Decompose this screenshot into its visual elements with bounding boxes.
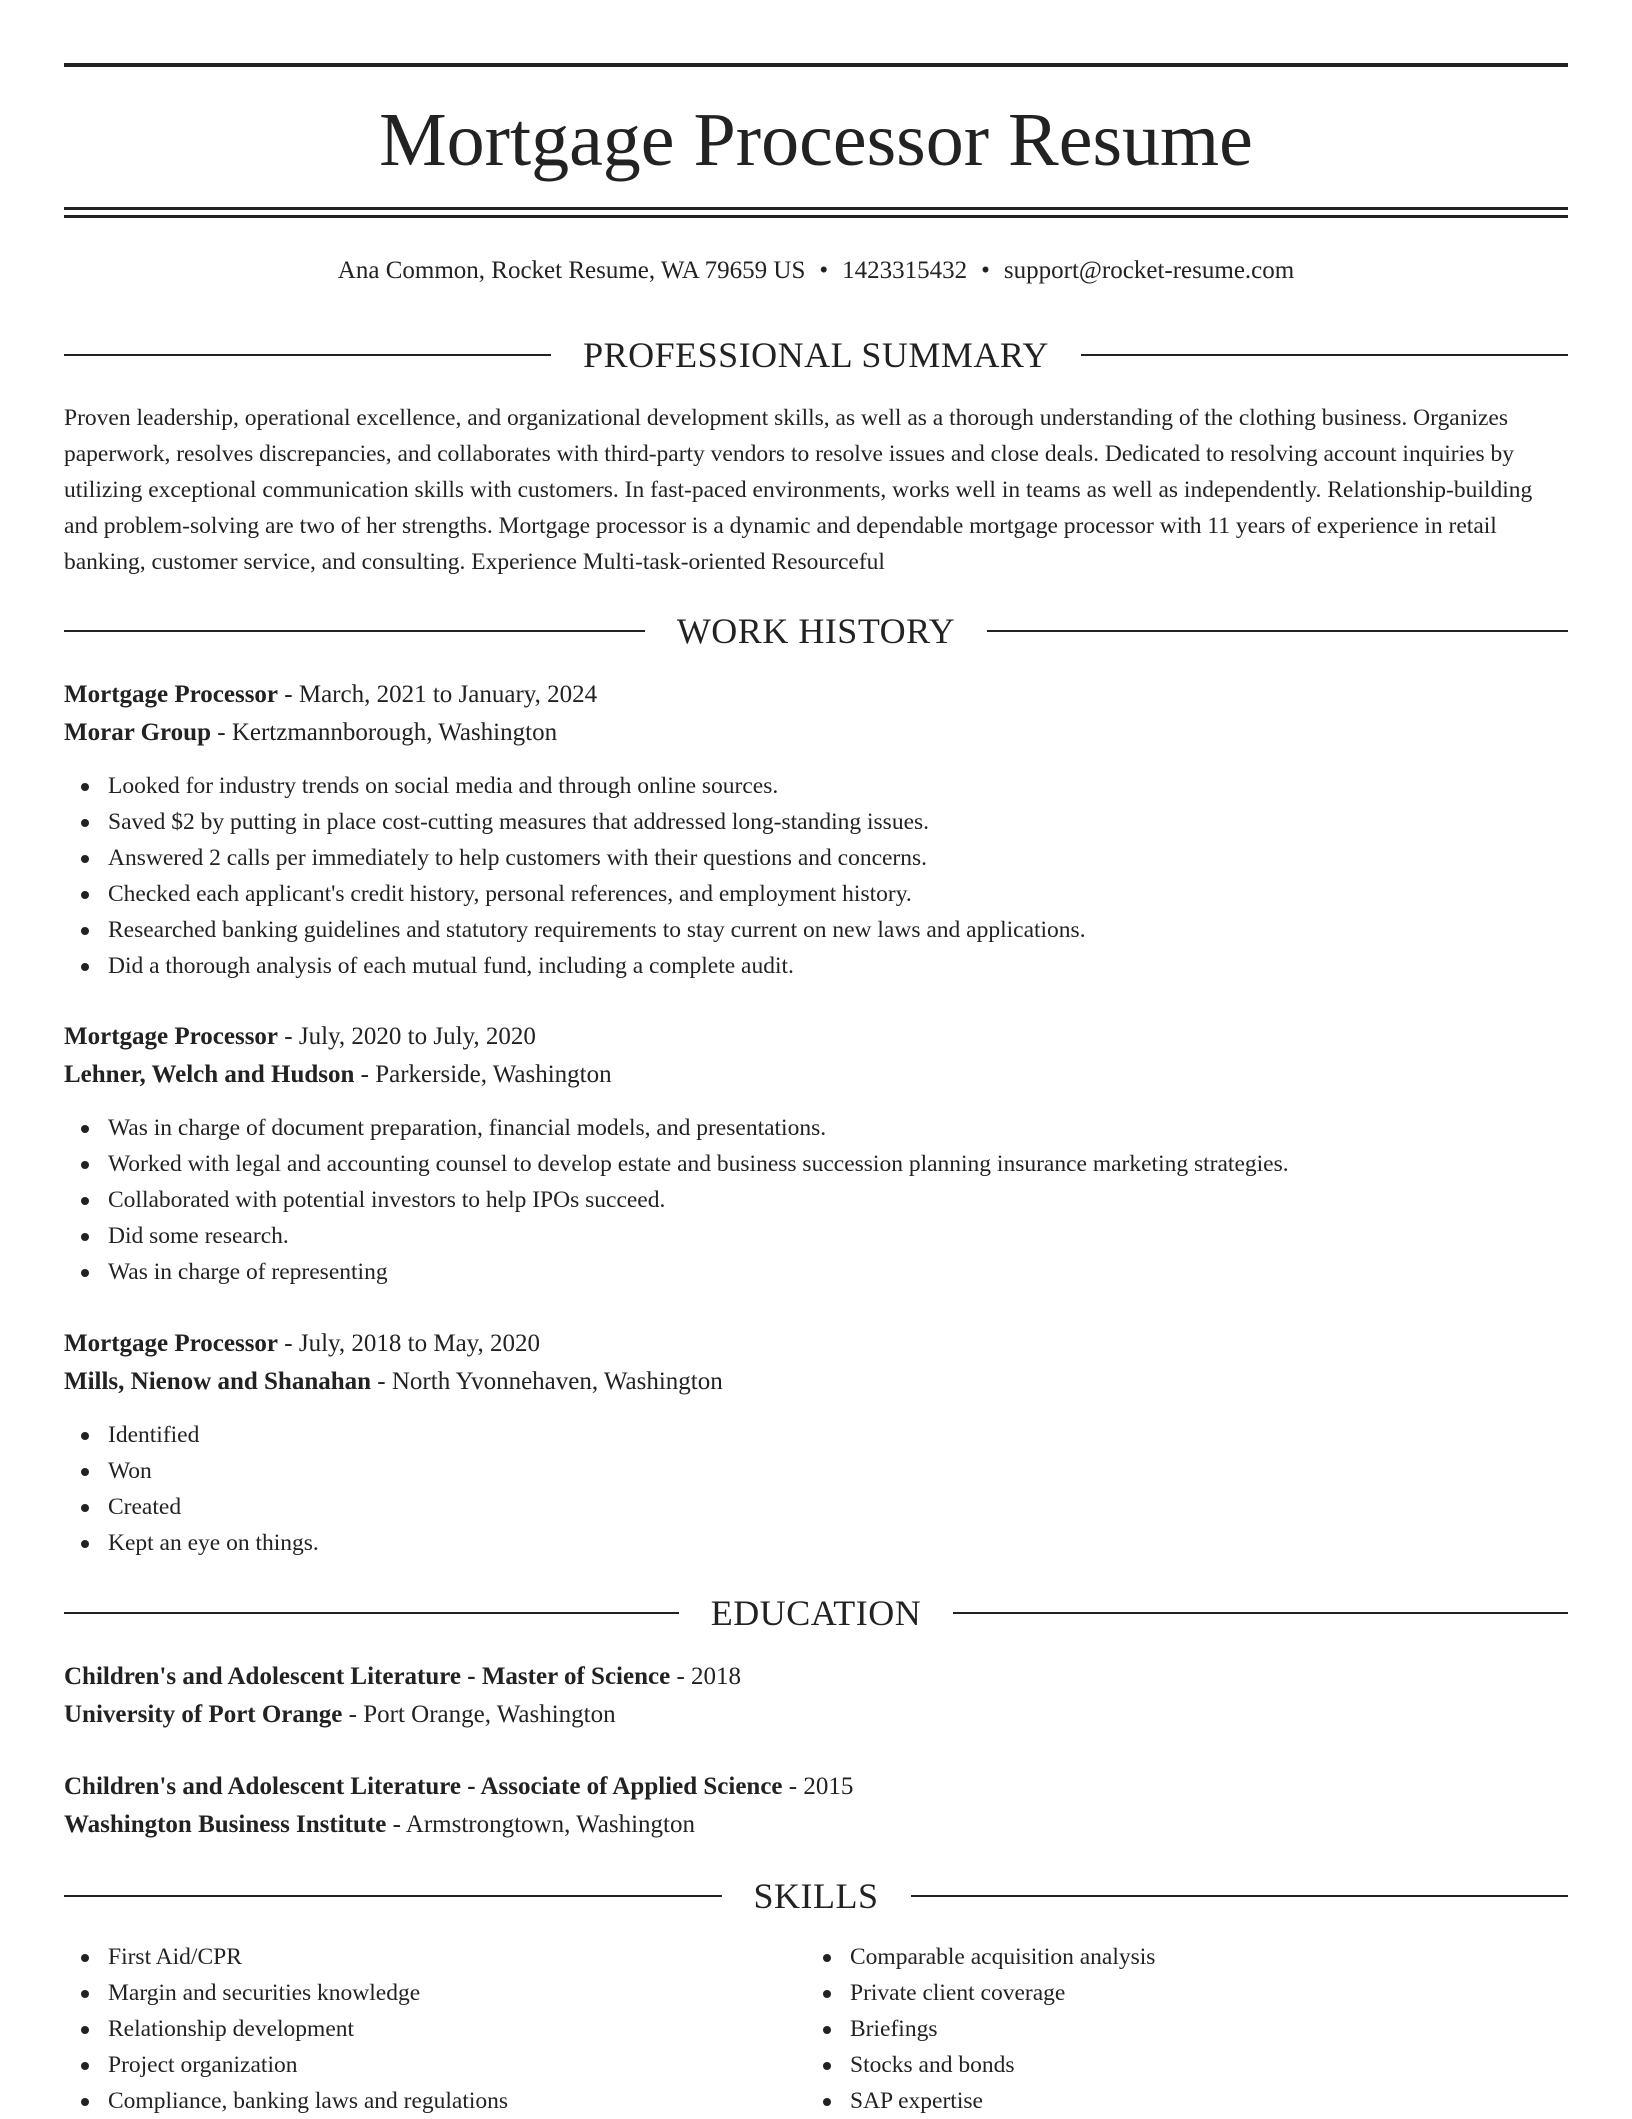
- job-dates: - July, 2018 to May, 2020: [278, 1330, 541, 1357]
- job-title: Mortgage Processor: [64, 1023, 279, 1050]
- job-company-line: [64, 714, 1568, 752]
- education-heading: [64, 1589, 1568, 1637]
- list-item: Relationship development: [64, 2011, 806, 2047]
- list-item: Briefings: [806, 2011, 1548, 2047]
- section-title: EDUCATION: [710, 1593, 922, 1633]
- job-location: - Parkerside, Washington: [354, 1061, 612, 1088]
- heading-rule-left: [64, 630, 645, 632]
- job-company-line: [64, 1056, 1568, 1094]
- summary-text: Proven leadership, operational excellence, and organizational development skills, as well as a thorough understanding of the clothing business. Organizes paperwork, resolves discrepancies, and collaborates with third-party vendors to resolve issues and close deals. Dedicated to resolving account inquiries by utilizing exceptional communication skills with customers. In fast-paced environments, works well in teams as well as independently. Relationship-building and problem-solving are two of her strengths. Mortgage processor is a dynamic and dependable mortgage processor with 11 years of experience in retail banking, customer service, and consulting. Experience Multi-task-oriented Resourceful: [64, 405, 1533, 575]
- list-item: Worked with legal and accounting counsel to develop estate and business succession planning insurance marketing strategies.: [64, 1146, 1568, 1182]
- skills-list: [64, 1939, 1568, 2119]
- list-item: Stocks and bonds: [806, 2047, 1548, 2083]
- skills-bullets: [806, 1939, 1548, 2119]
- list-item: Did a thorough analysis of each mutual fund, including a complete audit.: [64, 948, 1568, 984]
- job-title-line: [64, 1325, 1568, 1363]
- job-dates: - July, 2020 to July, 2020: [278, 1023, 536, 1050]
- job-location: - North Yvonnehaven, Washington: [371, 1368, 723, 1395]
- education-year: - 2015: [782, 1773, 854, 1800]
- list-item: Created: [64, 1489, 1568, 1525]
- list-item: Saved $2 by putting in place cost-cutting measures that addressed long-standing issues.: [64, 804, 1568, 840]
- education-school-line: [64, 1696, 1568, 1734]
- header-double-rule: [64, 207, 1568, 218]
- contact-address: Ana Common, Rocket Resume, WA 79659 US: [337, 257, 806, 284]
- list-item: Looked for industry trends on social media and through online sources.: [64, 768, 1568, 804]
- contact-line: [64, 253, 1568, 289]
- job-location: - Kertzmannborough, Washington: [211, 719, 558, 746]
- list-item: Compliance, banking laws and regulations: [64, 2083, 806, 2119]
- list-item: Won: [64, 1453, 1568, 1489]
- contact-separator: •: [819, 257, 829, 284]
- section-title: PROFESSIONAL SUMMARY: [583, 335, 1049, 375]
- education-entry: [64, 1768, 1568, 1844]
- section-title: SKILLS: [753, 1876, 879, 1916]
- job-company: Morar Group: [64, 719, 211, 746]
- job-company: Mills, Nienow and Shanahan: [64, 1368, 372, 1395]
- job-bullets: [64, 768, 1568, 984]
- education-year: - 2018: [670, 1663, 742, 1690]
- resume-title: Mortgage Processor Resume: [379, 98, 1253, 182]
- job-entry: [64, 1325, 1568, 1561]
- contact-phone: 1423315432: [842, 257, 968, 284]
- job-entry: [64, 1018, 1568, 1290]
- job-bullets: [64, 1417, 1568, 1561]
- education-school: University of Port Orange: [64, 1701, 343, 1728]
- education-degree: Children's and Adolescent Literature - Associate of Applied Science: [64, 1773, 783, 1800]
- list-item: Comparable acquisition analysis: [806, 1939, 1548, 1975]
- list-item: First Aid/CPR: [64, 1939, 806, 1975]
- skills-bullets: [64, 1939, 806, 2119]
- education-school-line: [64, 1806, 1568, 1844]
- list-item: Collaborated with potential investors to help IPOs succeed.: [64, 1182, 1568, 1218]
- job-title: Mortgage Processor: [64, 1330, 279, 1357]
- education-degree: Children's and Adolescent Literature - Master of Science: [64, 1663, 671, 1690]
- contact-separator: •: [981, 257, 990, 284]
- heading-rule-left: [64, 1895, 722, 1897]
- education-degree-line: [64, 1658, 1568, 1696]
- list-item: Identified: [64, 1417, 1568, 1453]
- education-degree-line: [64, 1768, 1568, 1806]
- heading-rule-right: [911, 1895, 1569, 1897]
- heading-rule-right: [1081, 354, 1568, 356]
- list-item: Margin and securities knowledge: [64, 1975, 806, 2011]
- list-item: Was in charge of representing: [64, 1254, 1568, 1290]
- education-location: - Port Orange, Washington: [342, 1701, 616, 1728]
- section-title: WORK HISTORY: [676, 611, 956, 651]
- list-item: Project organization: [64, 2047, 806, 2083]
- list-item: Checked each applicant's credit history, personal references, and employment history.: [64, 876, 1568, 912]
- education-school: Washington Business Institute: [64, 1811, 387, 1838]
- job-company-line: [64, 1363, 1568, 1401]
- job-company: Lehner, Welch and Hudson: [64, 1061, 355, 1088]
- heading-rule-right: [953, 1612, 1568, 1614]
- summary-heading: [64, 331, 1568, 379]
- heading-rule-right: [987, 630, 1568, 632]
- job-title: Mortgage Processor: [64, 681, 279, 708]
- work-history-heading: [64, 607, 1568, 655]
- list-item: Kept an eye on things.: [64, 1525, 1568, 1561]
- job-entry: [64, 676, 1568, 984]
- list-item: Private client coverage: [806, 1975, 1548, 2011]
- skills-column-right: [806, 1939, 1548, 2119]
- skills-column-left: [64, 1939, 806, 2119]
- education-location: - Armstrongtown, Washington: [386, 1811, 695, 1838]
- list-item: Did some research.: [64, 1218, 1568, 1254]
- education-entry: [64, 1658, 1568, 1734]
- job-bullets: [64, 1110, 1568, 1290]
- job-title-line: [64, 676, 1568, 714]
- job-title-line: [64, 1018, 1568, 1056]
- skills-heading: [64, 1872, 1568, 1920]
- contact-email: support@rocket-resume.com: [1003, 257, 1295, 284]
- list-item: Answered 2 calls per immediately to help customers with their questions and concerns.: [64, 840, 1568, 876]
- heading-rule-left: [64, 1612, 679, 1614]
- heading-rule-left: [64, 354, 551, 356]
- job-dates: - March, 2021 to January, 2024: [278, 681, 598, 708]
- list-item: Was in charge of document preparation, financial models, and presentations.: [64, 1110, 1568, 1146]
- list-item: Researched banking guidelines and statutory requirements to stay current on new laws and applications.: [64, 912, 1568, 948]
- header-top-rule: [64, 63, 1568, 67]
- list-item: SAP expertise: [806, 2083, 1548, 2119]
